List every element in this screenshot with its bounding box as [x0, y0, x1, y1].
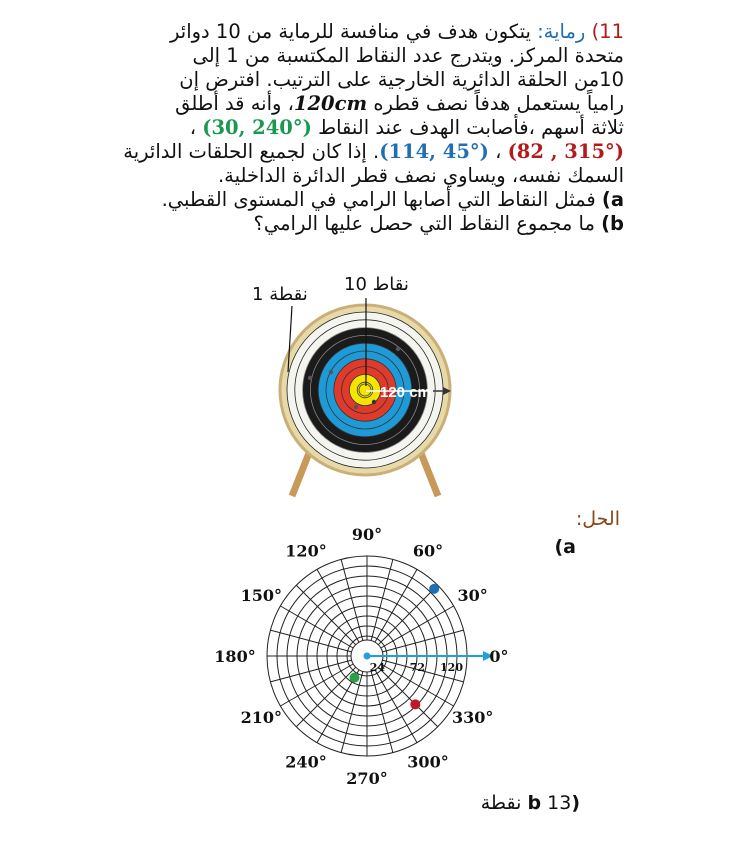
- problem-statement: [24, 20, 624, 236]
- polar-radius-labels: [370, 661, 464, 674]
- angle-label: 90°: [351, 525, 383, 544]
- one-point-label: 1 نقطة: [252, 284, 308, 305]
- part-b-text: ما مجموع النقاط التي حصل عليها الرامي؟: [253, 212, 595, 235]
- part-b-letter: b): [601, 212, 624, 235]
- angle-label: 180°: [214, 647, 256, 666]
- solution-part-b: [481, 792, 580, 814]
- part-b-question: [24, 212, 624, 236]
- part-a-question: [24, 188, 624, 212]
- plotted-point-1: [350, 673, 360, 683]
- problem-title: رماية:: [537, 20, 586, 43]
- target-ring-10: [357, 382, 373, 398]
- angle-label: 0°: [489, 647, 509, 666]
- ten-points-label: 10 نقاط: [344, 274, 409, 295]
- part-a-text: فمثل النقاط التي أصابها الرامي في المستوى القطبي.: [161, 188, 596, 211]
- angle-label: 120°: [285, 541, 327, 561]
- problem-line-5: ثلاثة أسهم ،فأصابت الهدف عند النقاط (30, 240°) ،: [189, 116, 624, 139]
- angle-label: 330°: [451, 708, 494, 727]
- plotted-point-2: [410, 699, 420, 709]
- radius-tick-label: 120: [440, 661, 463, 674]
- polar-graph: [205, 515, 525, 785]
- problem-line-4-b: ، وأنه قد أطلق: [175, 92, 294, 115]
- problem-line-6: (82 , 315°) ، (114, 45°). إذا كان لجميع الحلقات الدائرية: [123, 140, 624, 163]
- problem-line-7: السمك نفسه، ويساوي نصف قطر الدائرة الداخلية.: [217, 164, 624, 187]
- angle-label: 60°: [412, 541, 444, 561]
- angle-label: 150°: [240, 586, 283, 605]
- problem-line-4-a: رامياً يستعمل هدفاً نصف قطره: [373, 92, 624, 115]
- hit-point-3: (114, 45°): [379, 140, 489, 163]
- solution-part-a: (a: [554, 536, 576, 558]
- radius-tick-label: 24: [369, 661, 385, 674]
- problem-line-2: متحدة المركز. ويتدرج عدد النقاط المكتسبة من 1 إلى: [192, 44, 624, 67]
- angle-label: 30°: [457, 586, 488, 605]
- problem-number: 11): [591, 20, 624, 43]
- hit-point-1: (30, 240°): [202, 116, 312, 139]
- angle-label: 240°: [285, 752, 327, 772]
- hit-point-2: (82 , 315°): [507, 140, 624, 163]
- radius-tick-label: 72: [409, 661, 425, 674]
- angle-label: 270°: [346, 769, 388, 785]
- solution-label: الحل:: [575, 508, 620, 530]
- problem-line-4: [24, 92, 624, 116]
- part-a-letter: a): [601, 188, 624, 211]
- problem-line-3: 10من الحلقة الدائرية الخارجية على الترتيب. افترض إن: [179, 68, 624, 91]
- part-b-answer-letter: (b: [527, 792, 580, 814]
- plotted-point-3: [429, 584, 439, 594]
- angle-label: 300°: [407, 752, 449, 772]
- problem-line-6-b: . إذا كان لجميع الحلقات الدائرية: [123, 140, 380, 163]
- radius-label: 120 cm: [380, 384, 431, 401]
- archery-target-figure: [240, 268, 470, 500]
- angle-label: 210°: [240, 708, 283, 727]
- part-b-answer: 13 نقطة: [480, 792, 572, 814]
- problem-line-5-a: ثلاثة أسهم ،فأصابت الهدف عند النقاط: [318, 116, 624, 139]
- target-radius-value: 120cm: [293, 92, 368, 115]
- problem-line-1-text: يتكون هدف في منافسة للرماية من 10 دوائر: [170, 20, 531, 43]
- problem-line-1: [24, 20, 624, 44]
